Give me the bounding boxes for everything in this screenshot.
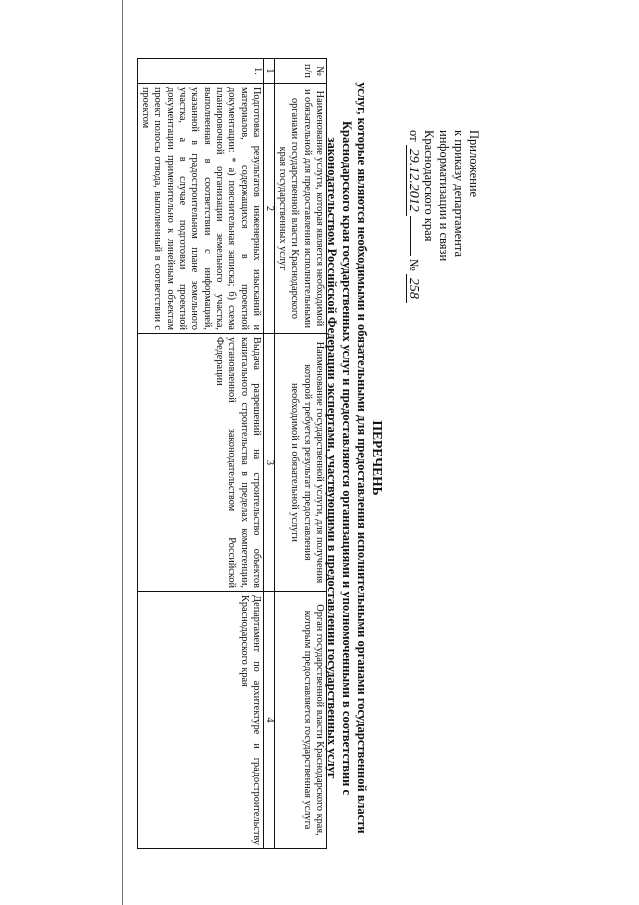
- table-index-row: [263, 59, 274, 849]
- appendix-line-3: информатизации и связи: [437, 130, 451, 262]
- index-cell: 1: [263, 59, 274, 84]
- date-blank-line: [410, 216, 411, 256]
- row-authority: Департамент по архитектуре и градостроительству Краснодарского края: [137, 592, 263, 849]
- date-value: 29.12.2012: [406, 145, 420, 216]
- row-number: 1.: [137, 59, 263, 84]
- table-row: [137, 59, 263, 849]
- table-header-row: [274, 59, 326, 849]
- appendix-line-1: Приложение: [467, 130, 481, 198]
- title-block: [324, 78, 385, 838]
- appendix-block: [406, 130, 481, 350]
- number-prefix: №: [407, 258, 421, 271]
- appendix-line-2: к приказу департамента: [452, 130, 466, 258]
- index-cell: 2: [263, 84, 274, 334]
- header-number: № п/п: [274, 59, 326, 84]
- number-value: 258: [406, 274, 420, 303]
- date-prefix: от: [407, 130, 421, 142]
- index-cell: 4: [263, 592, 274, 849]
- document-subheading: услуг, которые являются необходимыми и обязательными для предоставления исполнительными органами государственной власти Краснодарского края государственных услуг и предоставляются организациями и уполномоченными в соответствии с законодательством Российской Федерации экспертами, участвующими в предоставлении государственных услуг: [325, 82, 369, 834]
- header-service: Наименование услуги, которая является необходимой и обязательной для предоставления исполнительными органами государственной власти Краснодарского края государственных услуг: [274, 84, 326, 334]
- index-cell: 3: [263, 334, 274, 592]
- appendix-line-4: Краснодарского края: [422, 130, 436, 242]
- header-state-service: Наименование государственной услуги, для получения которой требуется результат предоставления необходимой и обязательной услуги: [274, 334, 326, 592]
- appendix-date-line: [406, 130, 421, 350]
- services-table: [137, 58, 327, 849]
- row-state-service: Выдача разрешений на строительство объектов капитального строительства в пределах компетенции, установленной законодательством Российской Федерации: [137, 334, 263, 592]
- document-heading: ПЕРЕЧЕНЬ: [370, 420, 385, 496]
- row-service: Подготовка результатов инженерных изысканий и материалов, содержащихся в проектной документации: * а) пояснительная записка; б) схема планировочной организации земельного участка, выполненная в соответствии с информацией, указанной в градостроительном плане земельного участка, а в случае подготовки проектной документации применительно к линейным объектам проект полосы отвода, выполненный в соответствии с проектом: [137, 84, 263, 334]
- header-authority: Орган государственной власти Краснодарского края, которым предоставляется государственная услуга: [274, 592, 326, 849]
